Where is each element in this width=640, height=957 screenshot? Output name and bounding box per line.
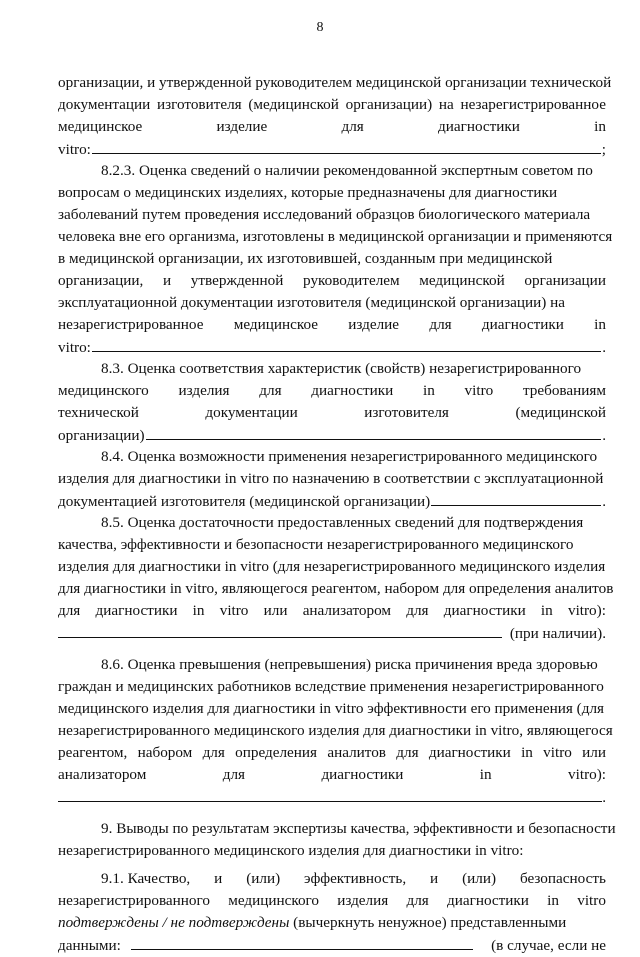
word: организации xyxy=(524,272,606,289)
justified-line xyxy=(58,116,606,138)
word: медицинского xyxy=(228,892,319,909)
word: vitro): xyxy=(568,766,606,783)
field-label: vitro: xyxy=(58,141,91,158)
blank-field[interactable] xyxy=(431,490,601,506)
word: in xyxy=(547,892,559,909)
paragraph-start: 8.5. Оценка достаточности предоставленных сведений для подтверждения xyxy=(101,514,584,531)
word: in xyxy=(479,766,492,783)
word: или xyxy=(582,744,606,761)
text-line xyxy=(58,94,606,116)
word: in xyxy=(422,382,435,399)
justified-line xyxy=(58,868,606,890)
word: диагностики xyxy=(95,602,178,619)
word: для xyxy=(406,602,429,619)
section-heading: 9. Выводы по результатам экспертизы качества, эффективности и безопасности xyxy=(101,820,616,837)
word: диагностики xyxy=(447,892,529,909)
word: (медицинской xyxy=(248,96,339,113)
field-label: документацией изготовителя (медицинской организации) xyxy=(58,493,431,510)
justified-line xyxy=(58,380,606,402)
word: изготовителя xyxy=(157,96,242,113)
text-run: (в случае, если не xyxy=(491,937,606,954)
word: vitro xyxy=(464,382,494,399)
text-line xyxy=(58,912,606,934)
field-note: (при наличии). xyxy=(509,625,606,642)
word: медицинского xyxy=(58,382,149,399)
blank-field[interactable] xyxy=(146,424,602,440)
field-label: организации) xyxy=(58,427,145,444)
word: изделия xyxy=(178,382,230,399)
paragraph-start: 8.4. Оценка возможности применения незарегистрированного медицинского xyxy=(101,448,598,465)
word: диагностики xyxy=(321,766,404,783)
word: анализатором xyxy=(58,766,147,783)
word: реагентом, xyxy=(58,744,128,761)
word: медицинской xyxy=(419,272,505,289)
text-line: организации, и утвержденной руководителем медицинской организации технической xyxy=(58,74,612,91)
word: для xyxy=(58,602,81,619)
word: для xyxy=(341,118,364,135)
word: для xyxy=(222,766,246,783)
punct: ; xyxy=(601,141,606,158)
word: 9.1. Качество, xyxy=(101,870,191,887)
word: и xyxy=(214,870,223,887)
blank-field[interactable] xyxy=(58,786,602,802)
word: или xyxy=(263,602,288,619)
text-line: качества, эффективности и безопасности незарегистрированного медицинского xyxy=(58,536,574,553)
word: диагностики xyxy=(481,316,564,333)
punct: . xyxy=(602,427,606,444)
word: изделие xyxy=(216,118,268,135)
text-line: в медицинской организации, их изготовившей, созданным при медицинской xyxy=(58,250,553,267)
fill-line xyxy=(58,138,606,160)
word: безопасность xyxy=(519,870,606,887)
word: in xyxy=(192,602,205,619)
word: (или) xyxy=(246,870,281,887)
fill-line xyxy=(58,336,606,358)
word: для xyxy=(429,316,452,333)
word: незарегистрированное xyxy=(58,316,204,333)
word: (медицинской xyxy=(515,404,606,421)
paragraph-start: 8.6. Оценка превышения (непревышения) риска причинения вреда здоровью xyxy=(101,656,598,673)
word: набором xyxy=(137,744,193,761)
word: для xyxy=(406,892,429,909)
word: эффективность, xyxy=(304,870,407,887)
justified-line xyxy=(58,600,606,622)
word: документации xyxy=(205,404,298,421)
fill-line xyxy=(58,786,606,808)
justified-line xyxy=(58,402,606,424)
word: незарегистрированное xyxy=(460,96,606,113)
word: организации, xyxy=(58,272,144,289)
word: на xyxy=(438,96,454,113)
justified-line xyxy=(58,890,606,912)
word: диагностики xyxy=(428,744,511,761)
word: изделия xyxy=(337,892,389,909)
word: диагностики xyxy=(438,118,520,135)
justified-line xyxy=(58,270,606,292)
justified-line xyxy=(58,742,606,764)
paragraph-start: 8.3. Оценка соответствия характеристик (свойств) незарегистрированного xyxy=(101,360,582,377)
text-line: незарегистрированного медицинского изделия для диагностики in vitro, являющегося xyxy=(58,722,613,739)
fill-line xyxy=(58,490,606,512)
blank-field[interactable] xyxy=(92,138,601,154)
word: требованиям xyxy=(522,382,606,399)
field-label: vitro: xyxy=(58,339,91,356)
word: для xyxy=(396,744,419,761)
punct: . xyxy=(602,493,606,510)
word: технической xyxy=(58,404,139,421)
word: диагностики xyxy=(311,382,394,399)
blank-field[interactable] xyxy=(131,934,473,950)
punct: . xyxy=(602,339,606,356)
word: vitro xyxy=(219,602,249,619)
text-line: человека вне его организма, изготовлены в медицинской организации и применяются xyxy=(58,228,613,245)
fill-line xyxy=(58,622,606,644)
fill-line xyxy=(58,424,606,446)
word: in xyxy=(594,316,606,333)
text-line: эксплуатационной документации изготовителя (медицинской организации) на xyxy=(58,294,566,311)
word: документации xyxy=(58,96,151,113)
text-line: незарегистрированного медицинского изделия для диагностики in vitro: xyxy=(58,842,524,859)
word: аналитов xyxy=(327,744,386,761)
italic-choice: подтверждены / не подтверждены xyxy=(58,914,290,931)
word: vitro): xyxy=(567,602,606,619)
blank-field[interactable] xyxy=(92,336,601,352)
text-run: (вычеркнуть ненужное) представленными xyxy=(289,914,567,931)
text-line: заболеваний путем проведения исследований образцов биологического материала xyxy=(58,206,591,223)
text-line: изделия для диагностики in vitro по назначению в соответствии с эксплуатационной xyxy=(58,470,604,487)
word: (или) xyxy=(462,870,497,887)
word: медицинское xyxy=(58,118,143,135)
word: и xyxy=(430,870,439,887)
word: утвержденной xyxy=(190,272,284,289)
word: для xyxy=(259,382,282,399)
word: анализатором xyxy=(302,602,392,619)
page-number: 8 xyxy=(316,20,324,35)
word: организации) xyxy=(345,96,433,113)
text-line: граждан и медицинских работников вследствие применения незарегистрированного xyxy=(58,678,604,695)
document-body xyxy=(58,72,616,956)
word: руководителем xyxy=(303,272,400,289)
word: vitro xyxy=(543,744,572,761)
word: изделие xyxy=(348,316,400,333)
word: vitro xyxy=(577,892,606,909)
justified-line xyxy=(58,314,606,336)
blank-field[interactable] xyxy=(58,622,502,638)
word: для xyxy=(202,744,225,761)
text-line: медицинского изделия для диагностики in vitro эффективности его применения (для xyxy=(58,700,605,717)
justified-line xyxy=(58,764,606,786)
word: диагностики xyxy=(443,602,526,619)
field-label: данными: xyxy=(58,937,121,954)
punct: . xyxy=(602,789,606,806)
word: in xyxy=(540,602,553,619)
word: изготовителя xyxy=(364,404,449,421)
paragraph-start: 8.2.3. Оценка сведений о наличии рекомендованной экспертным советом по xyxy=(101,162,593,179)
text-line: для диагностики in vitro, являющегося реагентом, набором для определения аналитов xyxy=(58,580,614,597)
word: определения xyxy=(235,744,318,761)
word: in xyxy=(521,744,533,761)
word: in xyxy=(594,118,606,135)
word: и xyxy=(163,272,172,289)
fill-line xyxy=(58,934,606,956)
text-line: вопросам о медицинских изделиях, которые предназначены для диагностики xyxy=(58,184,558,201)
word: медицинское xyxy=(233,316,318,333)
text-line: изделия для диагностики in vitro (для незарегистрированного медицинского изделия xyxy=(58,558,606,575)
word: незарегистрированного xyxy=(58,892,210,909)
